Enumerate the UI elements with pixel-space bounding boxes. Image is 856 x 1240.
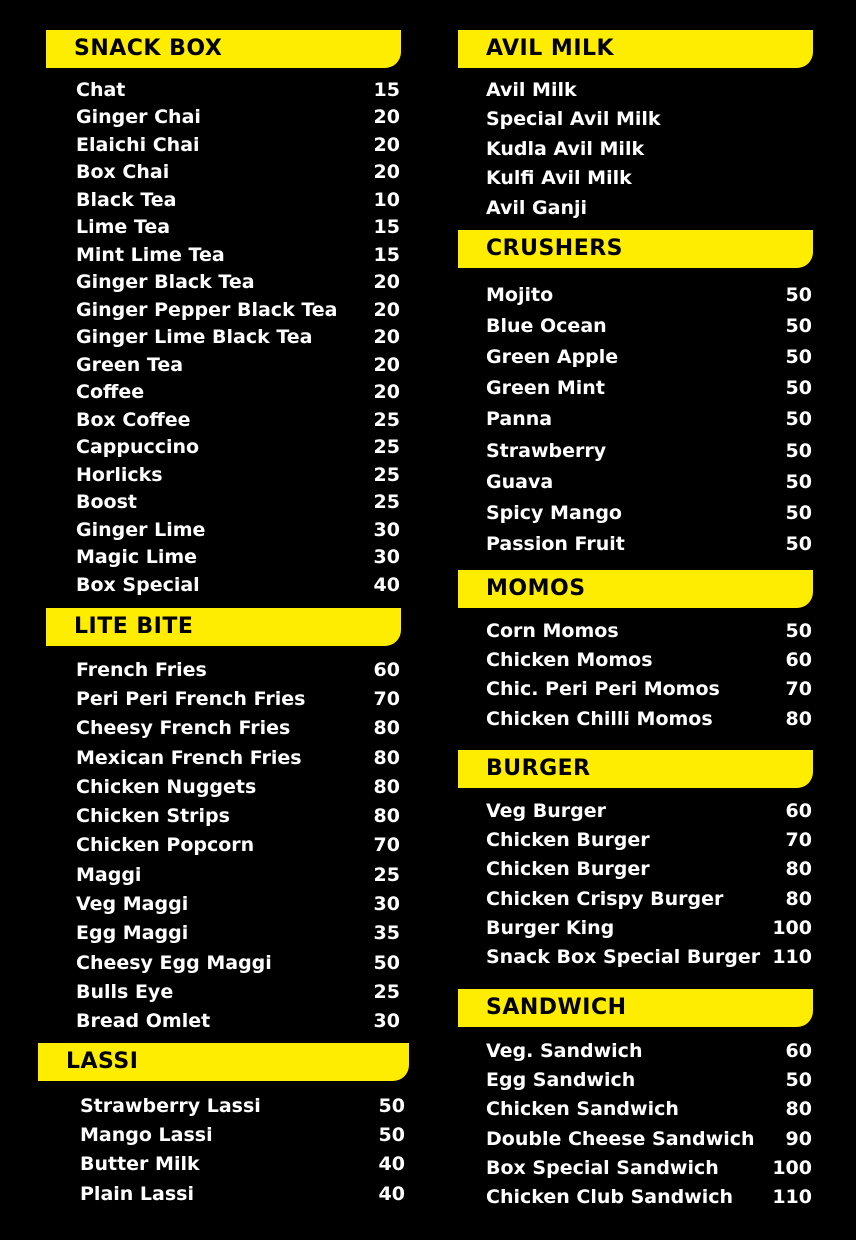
section-header-crushers: CRUSHERS xyxy=(458,230,813,268)
menu-item-price: 50 xyxy=(378,1123,405,1146)
menu-item-row xyxy=(76,772,400,801)
menu-item-name: Ginger Lime xyxy=(76,518,206,541)
menu-item-row xyxy=(76,489,400,517)
crushers-item-list xyxy=(486,279,812,560)
avil-milk-item-list xyxy=(486,75,812,223)
menu-item-price: 100 xyxy=(772,1156,812,1179)
menu-item-name: Box Coffee xyxy=(76,408,191,431)
menu-item-row xyxy=(486,704,812,733)
menu-item-price: 25 xyxy=(373,980,400,1003)
menu-item-row xyxy=(486,341,812,372)
menu-item-row xyxy=(76,186,400,214)
menu-item-price: 50 xyxy=(785,533,812,556)
menu-item-name: Boost xyxy=(76,491,137,514)
menu-item-name: Chicken Crispy Burger xyxy=(486,887,724,910)
menu-item-row xyxy=(486,884,812,913)
menu-item-row xyxy=(76,544,400,572)
menu-item-price: 50 xyxy=(785,439,812,462)
section-header-momos: MOMOS xyxy=(458,570,813,608)
menu-item-price: 50 xyxy=(785,1068,812,1091)
menu-item-price: 20 xyxy=(373,381,400,404)
menu-item-price: 10 xyxy=(373,188,400,211)
menu-item-price: 20 xyxy=(373,161,400,184)
menu-item-name: Kulfi Avil Milk xyxy=(486,167,632,190)
menu-item-price: 15 xyxy=(373,78,400,101)
menu-item-row xyxy=(486,134,812,164)
menu-item-price: 30 xyxy=(373,893,400,916)
menu-item-price: 40 xyxy=(373,573,400,596)
section-header-avil-milk: AVIL MILK xyxy=(458,30,813,68)
menu-item-price: 25 xyxy=(373,436,400,459)
menu-item-name: Egg Sandwich xyxy=(486,1068,636,1091)
menu-item-name: Peri Peri French Fries xyxy=(76,687,306,710)
menu-item-name: Cappuccino xyxy=(76,436,200,459)
menu-item-name: Egg Maggi xyxy=(76,922,189,945)
menu-item-row xyxy=(486,855,812,884)
menu-item-name: Passion Fruit xyxy=(486,533,625,556)
menu-item-name: Snack Box Special Burger xyxy=(486,946,761,969)
section-header-burger: BURGER xyxy=(458,750,813,788)
menu-item-row xyxy=(76,351,400,379)
menu-item-name: Corn Momos xyxy=(486,619,619,642)
menu-item-name: Double Cheese Sandwich xyxy=(486,1127,755,1150)
menu-item-row xyxy=(486,466,812,497)
menu-item-name: Avil Ganji xyxy=(486,196,588,219)
menu-item-name: Green Tea xyxy=(76,353,184,376)
menu-item-price: 60 xyxy=(373,658,400,681)
menu-item-row xyxy=(486,164,812,194)
menu-item-price: 25 xyxy=(373,491,400,514)
menu-item-row xyxy=(486,913,812,942)
menu-item-row xyxy=(76,76,400,104)
menu-item-row xyxy=(76,948,400,977)
menu-item-row xyxy=(76,104,400,132)
menu-item-row xyxy=(486,1065,812,1094)
menu-item-price: 50 xyxy=(785,314,812,337)
menu-item-price: 60 xyxy=(785,799,812,822)
menu-item-name: Mojito xyxy=(486,283,554,306)
menu-item-row xyxy=(486,1095,812,1124)
menu-item-name: Ginger Chai xyxy=(76,106,201,129)
snack-box-item-list xyxy=(76,76,400,599)
menu-item-price: 100 xyxy=(772,916,812,939)
menu-item-name: Chicken Burger xyxy=(486,828,650,851)
menu-item-row xyxy=(486,825,812,854)
menu-item-name: Mint Lime Tea xyxy=(76,243,225,266)
menu-item-price: 70 xyxy=(373,687,400,710)
menu-item-price: 20 xyxy=(373,326,400,349)
menu-item-price: 20 xyxy=(373,353,400,376)
menu-item-row xyxy=(486,105,812,135)
menu-item-row xyxy=(76,977,400,1006)
menu-item-price: 110 xyxy=(772,946,812,969)
burger-item-list xyxy=(486,796,812,972)
menu-item-name: Guava xyxy=(486,470,554,493)
menu-item-row xyxy=(76,379,400,407)
menu-item-row xyxy=(486,942,812,971)
menu-item-row xyxy=(80,1179,405,1208)
menu-item-price: 30 xyxy=(373,1010,400,1033)
menu-item-price: 80 xyxy=(785,858,812,881)
menu-item-row xyxy=(486,675,812,704)
menu-item-price: 80 xyxy=(373,775,400,798)
menu-item-price: 20 xyxy=(373,133,400,156)
menu-item-name: Green Mint xyxy=(486,377,605,400)
lite-bite-item-list xyxy=(76,655,400,1036)
menu-item-price: 20 xyxy=(373,106,400,129)
menu-item-price: 15 xyxy=(373,216,400,239)
menu-item-row xyxy=(76,131,400,159)
menu-item-row xyxy=(76,889,400,918)
menu-item-name: Chic. Peri Peri Momos xyxy=(486,678,720,701)
menu-item-row xyxy=(486,796,812,825)
menu-item-price: 50 xyxy=(785,619,812,642)
menu-item-row xyxy=(486,279,812,310)
menu-item-name: Special Avil Milk xyxy=(486,108,661,131)
menu-item-row xyxy=(80,1091,405,1120)
menu-item-name: Veg Burger xyxy=(486,799,607,822)
menu-item-name: Bread Omlet xyxy=(76,1010,211,1033)
menu-item-price: 20 xyxy=(373,271,400,294)
menu-item-name: Plain Lassi xyxy=(80,1182,194,1205)
section-header-sandwich: SANDWICH xyxy=(458,989,813,1027)
menu-item-price: 50 xyxy=(373,951,400,974)
menu-item-row xyxy=(486,310,812,341)
section-header-lassi: LASSI xyxy=(38,1043,409,1081)
menu-item-name: Maggi xyxy=(76,863,142,886)
menu-item-name: Elaichi Chai xyxy=(76,133,200,156)
menu-item-row xyxy=(76,406,400,434)
menu-item-name: Ginger Black Tea xyxy=(76,271,255,294)
menu-item-name: Veg. Sandwich xyxy=(486,1039,643,1062)
menu-item-price: 60 xyxy=(785,648,812,671)
menu-item-name: Bulls Eye xyxy=(76,980,174,1003)
menu-item-price: 70 xyxy=(785,828,812,851)
menu-item-row xyxy=(76,801,400,830)
menu-item-price: 20 xyxy=(373,298,400,321)
menu-item-name: Strawberry xyxy=(486,439,607,462)
menu-item-row xyxy=(486,529,812,560)
menu-item-row xyxy=(76,516,400,544)
menu-item-name: Ginger Lime Black Tea xyxy=(76,326,313,349)
lassi-item-list xyxy=(80,1091,405,1208)
menu-item-price: 25 xyxy=(373,863,400,886)
menu-item-row xyxy=(486,193,812,223)
menu-item-row xyxy=(486,75,812,105)
menu-item-name: Spicy Mango xyxy=(486,501,622,524)
menu-item-price: 80 xyxy=(785,887,812,910)
menu-item-row xyxy=(486,1182,812,1211)
menu-item-price: 80 xyxy=(785,1098,812,1121)
menu-item-name: Chicken Chilli Momos xyxy=(486,707,713,730)
menu-item-row xyxy=(486,373,812,404)
menu-item-row xyxy=(76,684,400,713)
menu-item-row xyxy=(486,616,812,645)
menu-item-name: Horlicks xyxy=(76,463,163,486)
menu-item-price: 90 xyxy=(785,1127,812,1150)
menu-item-name: Mango Lassi xyxy=(80,1123,213,1146)
menu-item-row xyxy=(76,860,400,889)
menu-item-name: Chicken Burger xyxy=(486,858,650,881)
menu-item-row xyxy=(486,435,812,466)
menu-item-row xyxy=(76,1007,400,1036)
menu-item-row xyxy=(486,1036,812,1065)
menu-item-row xyxy=(76,159,400,187)
menu-item-name: Green Apple xyxy=(486,345,619,368)
menu-item-price: 80 xyxy=(373,717,400,740)
menu-item-name: Mexican French Fries xyxy=(76,746,302,769)
menu-item-row xyxy=(76,296,400,324)
menu-item-name: Ginger Pepper Black Tea xyxy=(76,298,338,321)
menu-item-name: Veg Maggi xyxy=(76,893,189,916)
menu-item-price: 30 xyxy=(373,546,400,569)
menu-item-row xyxy=(76,743,400,772)
menu-item-row xyxy=(76,919,400,948)
section-header-snack-box: SNACK BOX xyxy=(46,30,401,68)
menu-item-price: 50 xyxy=(785,283,812,306)
sandwich-item-list xyxy=(486,1036,812,1212)
menu-item-name: French Fries xyxy=(76,658,207,681)
menu-item-price: 60 xyxy=(785,1039,812,1062)
menu-item-name: Kudla Avil Milk xyxy=(486,137,645,160)
menu-item-row xyxy=(76,655,400,684)
menu-item-row xyxy=(486,404,812,435)
menu-item-price: 50 xyxy=(785,408,812,431)
menu-item-price: 70 xyxy=(785,678,812,701)
menu-item-name: Burger King xyxy=(486,916,615,939)
menu-item-name: Strawberry Lassi xyxy=(80,1094,261,1117)
menu-item-price: 70 xyxy=(373,834,400,857)
menu-item-name: Lime Tea xyxy=(76,216,171,239)
menu-item-price: 50 xyxy=(785,501,812,524)
momos-item-list xyxy=(486,616,812,733)
menu-item-price: 80 xyxy=(373,805,400,828)
menu-item-row xyxy=(76,461,400,489)
menu-item-name: Chicken Momos xyxy=(486,648,653,671)
menu-item-row xyxy=(486,1124,812,1153)
menu-item-name: Magic Lime xyxy=(76,546,198,569)
menu-item-name: Coffee xyxy=(76,381,145,404)
menu-item-row xyxy=(76,269,400,297)
menu-item-price: 110 xyxy=(772,1186,812,1209)
menu-item-price: 40 xyxy=(378,1182,405,1205)
menu-item-price: 35 xyxy=(373,922,400,945)
menu-item-row xyxy=(76,434,400,462)
menu-item-row xyxy=(76,241,400,269)
menu-item-name: Chicken Sandwich xyxy=(486,1098,679,1121)
menu-item-price: 50 xyxy=(785,345,812,368)
menu-item-name: Avil Milk xyxy=(486,78,577,101)
menu-item-row xyxy=(76,324,400,352)
menu-item-row xyxy=(486,497,812,528)
menu-item-price: 25 xyxy=(373,463,400,486)
section-header-lite-bite: LITE BITE xyxy=(46,608,401,646)
menu-item-name: Blue Ocean xyxy=(486,314,607,337)
menu-item-name: Chicken Strips xyxy=(76,805,230,828)
menu-item-row xyxy=(76,714,400,743)
menu-item-row xyxy=(486,645,812,674)
menu-item-row xyxy=(76,831,400,860)
menu-item-name: Chat xyxy=(76,78,126,101)
menu-item-row xyxy=(80,1120,405,1149)
menu-item-price: 25 xyxy=(373,408,400,431)
menu-item-price: 50 xyxy=(785,377,812,400)
menu-item-price: 50 xyxy=(785,470,812,493)
menu-item-name: Chicken Popcorn xyxy=(76,834,255,857)
menu-item-name: Butter Milk xyxy=(80,1153,200,1176)
menu-item-row xyxy=(76,214,400,242)
menu-item-name: Box Special xyxy=(76,573,200,596)
menu-item-price: 50 xyxy=(378,1094,405,1117)
menu-item-name: Panna xyxy=(486,408,553,431)
menu-item-name: Box Chai xyxy=(76,161,170,184)
menu-item-price: 15 xyxy=(373,243,400,266)
menu-item-name: Box Special Sandwich xyxy=(486,1156,719,1179)
menu-item-name: Cheesy Egg Maggi xyxy=(76,951,272,974)
menu-item-name: Chicken Nuggets xyxy=(76,775,257,798)
menu-item-price: 80 xyxy=(785,707,812,730)
menu-item-row xyxy=(486,1153,812,1182)
menu-item-price: 30 xyxy=(373,518,400,541)
menu-item-name: Black Tea xyxy=(76,188,177,211)
menu-item-name: Cheesy French Fries xyxy=(76,717,291,740)
menu-item-name: Chicken Club Sandwich xyxy=(486,1186,734,1209)
menu-item-price: 40 xyxy=(378,1153,405,1176)
menu-item-price: 80 xyxy=(373,746,400,769)
menu-item-row xyxy=(80,1150,405,1179)
menu-item-row xyxy=(76,571,400,599)
